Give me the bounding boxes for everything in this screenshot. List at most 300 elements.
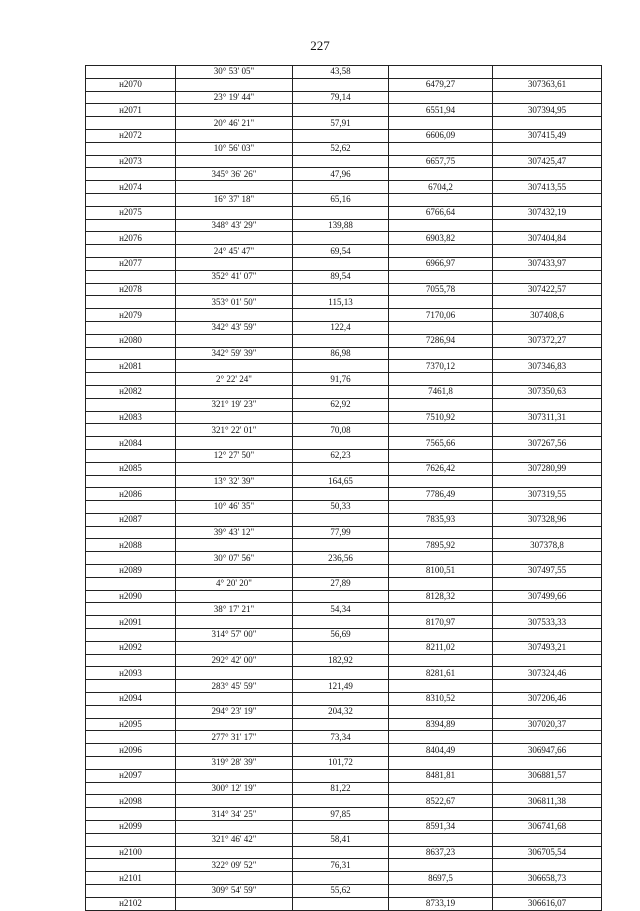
- x-coordinate-cell: 8394,89: [389, 718, 493, 731]
- table-row: [86, 667, 602, 680]
- table-row: [86, 155, 602, 168]
- table-row: [86, 744, 602, 757]
- direction-angle-cell: [176, 104, 293, 117]
- distance-cell: 56,69: [293, 629, 389, 642]
- point-name-cell: н2094: [86, 693, 176, 706]
- distance-cell: [293, 309, 389, 322]
- x-coordinate-cell: [389, 270, 493, 283]
- x-coordinate-cell: [389, 654, 493, 667]
- distance-cell: [293, 565, 389, 578]
- x-coordinate-cell: [389, 373, 493, 386]
- table-row: [86, 181, 602, 194]
- direction-angle-cell: [176, 641, 293, 654]
- y-coordinate-cell: 307350,63: [493, 385, 602, 398]
- distance-cell: [293, 590, 389, 603]
- direction-angle-cell: 348° 43' 29": [176, 219, 293, 232]
- x-coordinate-cell: [389, 321, 493, 334]
- x-coordinate-cell: [389, 475, 493, 488]
- point-name-cell: н2096: [86, 744, 176, 757]
- distance-cell: [293, 283, 389, 296]
- distance-cell: 55,62: [293, 885, 389, 898]
- direction-angle-cell: [176, 693, 293, 706]
- distance-cell: [293, 846, 389, 859]
- y-coordinate-cell: [493, 833, 602, 846]
- direction-angle-cell: [176, 360, 293, 373]
- direction-angle-cell: 352° 41' 07": [176, 270, 293, 283]
- point-name-cell: н2080: [86, 334, 176, 347]
- y-coordinate-cell: 306616,07: [493, 897, 602, 910]
- y-coordinate-cell: 307319,55: [493, 488, 602, 501]
- point-name-cell: [86, 245, 176, 258]
- y-coordinate-cell: 306658,73: [493, 872, 602, 885]
- table-row: [86, 270, 602, 283]
- direction-angle-cell: 321° 22' 01": [176, 424, 293, 437]
- direction-angle-cell: [176, 385, 293, 398]
- point-name-cell: н2076: [86, 232, 176, 245]
- x-coordinate-cell: [389, 526, 493, 539]
- x-coordinate-cell: 7626,42: [389, 462, 493, 475]
- y-coordinate-cell: 307408,6: [493, 309, 602, 322]
- point-name-cell: н2097: [86, 769, 176, 782]
- x-coordinate-cell: 6657,75: [389, 155, 493, 168]
- table-row: [86, 718, 602, 731]
- distance-cell: 86,98: [293, 347, 389, 360]
- direction-angle-cell: 309° 54' 59": [176, 885, 293, 898]
- point-name-cell: [86, 859, 176, 872]
- distance-cell: [293, 462, 389, 475]
- point-name-cell: [86, 398, 176, 411]
- distance-cell: 91,76: [293, 373, 389, 386]
- distance-cell: [293, 872, 389, 885]
- table-row: [86, 859, 602, 872]
- direction-angle-cell: 300° 12' 19": [176, 782, 293, 795]
- table-row: [86, 782, 602, 795]
- table-row: [86, 117, 602, 130]
- direction-angle-cell: [176, 232, 293, 245]
- y-coordinate-cell: 306947,66: [493, 744, 602, 757]
- table-row: [86, 398, 602, 411]
- x-coordinate-cell: [389, 449, 493, 462]
- table-row: [86, 846, 602, 859]
- x-coordinate-cell: 7370,12: [389, 360, 493, 373]
- table-row: [86, 104, 602, 117]
- x-coordinate-cell: 7895,92: [389, 539, 493, 552]
- direction-angle-cell: 30° 07' 56": [176, 552, 293, 565]
- point-name-cell: [86, 117, 176, 130]
- direction-angle-cell: 321° 46' 42": [176, 833, 293, 846]
- table-row: [86, 693, 602, 706]
- x-coordinate-cell: [389, 245, 493, 258]
- x-coordinate-cell: 8637,23: [389, 846, 493, 859]
- point-name-cell: [86, 757, 176, 770]
- point-name-cell: н2072: [86, 129, 176, 142]
- point-name-cell: н2077: [86, 257, 176, 270]
- y-coordinate-cell: 307404,84: [493, 232, 602, 245]
- table-row: [86, 872, 602, 885]
- y-coordinate-cell: 306705,54: [493, 846, 602, 859]
- x-coordinate-cell: [389, 833, 493, 846]
- point-name-cell: [86, 782, 176, 795]
- x-coordinate-cell: [389, 117, 493, 130]
- distance-cell: [293, 232, 389, 245]
- y-coordinate-cell: 306811,38: [493, 795, 602, 808]
- x-coordinate-cell: [389, 142, 493, 155]
- x-coordinate-cell: [389, 501, 493, 514]
- x-coordinate-cell: 7286,94: [389, 334, 493, 347]
- distance-cell: [293, 718, 389, 731]
- distance-cell: 139,88: [293, 219, 389, 232]
- direction-angle-cell: [176, 257, 293, 270]
- point-name-cell: [86, 680, 176, 693]
- x-coordinate-cell: 8591,34: [389, 821, 493, 834]
- direction-angle-cell: 10° 56' 03": [176, 142, 293, 155]
- distance-cell: 54,34: [293, 603, 389, 616]
- point-name-cell: н2093: [86, 667, 176, 680]
- x-coordinate-cell: [389, 219, 493, 232]
- distance-cell: [293, 488, 389, 501]
- point-name-cell: [86, 577, 176, 590]
- x-coordinate-cell: [389, 603, 493, 616]
- x-coordinate-cell: 7786,49: [389, 488, 493, 501]
- x-coordinate-cell: 8128,32: [389, 590, 493, 603]
- direction-angle-cell: [176, 821, 293, 834]
- direction-angle-cell: 24° 45' 47": [176, 245, 293, 258]
- x-coordinate-cell: [389, 731, 493, 744]
- x-coordinate-cell: 8404,49: [389, 744, 493, 757]
- point-name-cell: [86, 526, 176, 539]
- point-name-cell: н2099: [86, 821, 176, 834]
- point-name-cell: н2086: [86, 488, 176, 501]
- table-row: [86, 769, 602, 782]
- direction-angle-cell: 2° 22' 24": [176, 373, 293, 386]
- distance-cell: 27,89: [293, 577, 389, 590]
- distance-cell: [293, 360, 389, 373]
- y-coordinate-cell: 306881,57: [493, 769, 602, 782]
- distance-cell: [293, 667, 389, 680]
- y-coordinate-cell: 307372,27: [493, 334, 602, 347]
- y-coordinate-cell: [493, 859, 602, 872]
- table-row: [86, 488, 602, 501]
- table-row: [86, 629, 602, 642]
- y-coordinate-cell: 307346,83: [493, 360, 602, 373]
- distance-cell: [293, 411, 389, 424]
- point-name-cell: [86, 142, 176, 155]
- table-row: [86, 603, 602, 616]
- y-coordinate-cell: [493, 501, 602, 514]
- x-coordinate-cell: 6704,2: [389, 181, 493, 194]
- y-coordinate-cell: [493, 270, 602, 283]
- point-name-cell: [86, 833, 176, 846]
- x-coordinate-cell: 6551,94: [389, 104, 493, 117]
- y-coordinate-cell: [493, 117, 602, 130]
- direction-angle-cell: [176, 129, 293, 142]
- point-name-cell: н2073: [86, 155, 176, 168]
- distance-cell: [293, 744, 389, 757]
- point-name-cell: н2089: [86, 565, 176, 578]
- direction-angle-cell: 10° 46' 35": [176, 501, 293, 514]
- direction-angle-cell: [176, 437, 293, 450]
- direction-angle-cell: 319° 28' 39": [176, 757, 293, 770]
- distance-cell: 52,62: [293, 142, 389, 155]
- x-coordinate-cell: 8733,19: [389, 897, 493, 910]
- y-coordinate-cell: 307432,19: [493, 206, 602, 219]
- direction-angle-cell: [176, 488, 293, 501]
- distance-cell: 97,85: [293, 808, 389, 821]
- point-name-cell: н2087: [86, 513, 176, 526]
- y-coordinate-cell: 307020,37: [493, 718, 602, 731]
- y-coordinate-cell: [493, 526, 602, 539]
- y-coordinate-cell: [493, 680, 602, 693]
- y-coordinate-cell: [493, 449, 602, 462]
- y-coordinate-cell: 307413,55: [493, 181, 602, 194]
- distance-cell: [293, 641, 389, 654]
- x-coordinate-cell: 7170,06: [389, 309, 493, 322]
- x-coordinate-cell: [389, 193, 493, 206]
- table-row: [86, 833, 602, 846]
- distance-cell: [293, 206, 389, 219]
- point-name-cell: н2085: [86, 462, 176, 475]
- direction-angle-cell: 345° 36' 26": [176, 168, 293, 181]
- table-row: [86, 526, 602, 539]
- table-row: [86, 360, 602, 373]
- point-name-cell: [86, 168, 176, 181]
- table-row: [86, 513, 602, 526]
- table-row: [86, 219, 602, 232]
- point-name-cell: н2074: [86, 181, 176, 194]
- table-row: [86, 373, 602, 386]
- y-coordinate-cell: 307394,95: [493, 104, 602, 117]
- distance-cell: [293, 78, 389, 91]
- point-name-cell: н2092: [86, 641, 176, 654]
- point-name-cell: [86, 373, 176, 386]
- table-row: [86, 206, 602, 219]
- table-row: [86, 232, 602, 245]
- point-name-cell: н2100: [86, 846, 176, 859]
- x-coordinate-cell: 6966,97: [389, 257, 493, 270]
- distance-cell: 58,41: [293, 833, 389, 846]
- y-coordinate-cell: 307425,47: [493, 155, 602, 168]
- point-name-cell: н2091: [86, 616, 176, 629]
- point-name-cell: [86, 296, 176, 309]
- point-name-cell: [86, 219, 176, 232]
- point-name-cell: н2070: [86, 78, 176, 91]
- x-coordinate-cell: [389, 552, 493, 565]
- x-coordinate-cell: 8211,02: [389, 641, 493, 654]
- direction-angle-cell: [176, 590, 293, 603]
- direction-angle-cell: [176, 155, 293, 168]
- direction-angle-cell: [176, 309, 293, 322]
- y-coordinate-cell: [493, 603, 602, 616]
- table-row: [86, 577, 602, 590]
- point-name-cell: н2071: [86, 104, 176, 117]
- direction-angle-cell: [176, 283, 293, 296]
- table-row: [86, 731, 602, 744]
- direction-angle-cell: 314° 34' 25": [176, 808, 293, 821]
- point-name-cell: н2095: [86, 718, 176, 731]
- point-name-cell: [86, 603, 176, 616]
- direction-angle-cell: [176, 181, 293, 194]
- direction-angle-cell: 4° 20' 20": [176, 577, 293, 590]
- direction-angle-cell: 277° 31' 17": [176, 731, 293, 744]
- table-row: [86, 590, 602, 603]
- y-coordinate-cell: [493, 142, 602, 155]
- point-name-cell: [86, 731, 176, 744]
- table-row: [86, 385, 602, 398]
- table-row: [86, 411, 602, 424]
- distance-cell: 43,58: [293, 66, 389, 79]
- y-coordinate-cell: 307363,61: [493, 78, 602, 91]
- x-coordinate-cell: 8697,5: [389, 872, 493, 885]
- point-name-cell: н2075: [86, 206, 176, 219]
- x-coordinate-cell: 7461,8: [389, 385, 493, 398]
- x-coordinate-cell: [389, 757, 493, 770]
- distance-cell: 115,13: [293, 296, 389, 309]
- page-number: 227: [310, 38, 330, 53]
- y-coordinate-cell: [493, 91, 602, 104]
- table-row: [86, 91, 602, 104]
- x-coordinate-cell: 8100,51: [389, 565, 493, 578]
- direction-angle-cell: [176, 334, 293, 347]
- point-name-cell: н2078: [86, 283, 176, 296]
- x-coordinate-cell: [389, 66, 493, 79]
- point-name-cell: [86, 270, 176, 283]
- distance-cell: 62,23: [293, 449, 389, 462]
- x-coordinate-cell: [389, 168, 493, 181]
- distance-cell: 47,96: [293, 168, 389, 181]
- distance-cell: 62,92: [293, 398, 389, 411]
- y-coordinate-cell: [493, 321, 602, 334]
- x-coordinate-cell: [389, 859, 493, 872]
- table-row: [86, 680, 602, 693]
- direction-angle-cell: 342° 59' 39": [176, 347, 293, 360]
- y-coordinate-cell: [493, 705, 602, 718]
- y-coordinate-cell: [493, 577, 602, 590]
- direction-angle-cell: [176, 539, 293, 552]
- direction-angle-cell: 39° 43' 12": [176, 526, 293, 539]
- direction-angle-cell: [176, 616, 293, 629]
- x-coordinate-cell: 7510,92: [389, 411, 493, 424]
- distance-cell: [293, 181, 389, 194]
- x-coordinate-cell: 8310,52: [389, 693, 493, 706]
- y-coordinate-cell: [493, 808, 602, 821]
- x-coordinate-cell: [389, 782, 493, 795]
- distance-cell: [293, 257, 389, 270]
- direction-angle-cell: 294° 23' 19": [176, 705, 293, 718]
- table-row: [86, 539, 602, 552]
- y-coordinate-cell: [493, 347, 602, 360]
- point-name-cell: [86, 449, 176, 462]
- distance-cell: 236,56: [293, 552, 389, 565]
- direction-angle-cell: 322° 09' 52": [176, 859, 293, 872]
- table-row: [86, 501, 602, 514]
- direction-angle-cell: 12° 27' 50": [176, 449, 293, 462]
- y-coordinate-cell: [493, 296, 602, 309]
- distance-cell: 81,22: [293, 782, 389, 795]
- distance-cell: [293, 155, 389, 168]
- table-row: [86, 552, 602, 565]
- table-row: [86, 616, 602, 629]
- distance-cell: [293, 104, 389, 117]
- y-coordinate-cell: [493, 731, 602, 744]
- point-name-cell: [86, 321, 176, 334]
- direction-angle-cell: [176, 411, 293, 424]
- direction-angle-cell: 13° 32' 39": [176, 475, 293, 488]
- y-coordinate-cell: [493, 424, 602, 437]
- y-coordinate-cell: [493, 398, 602, 411]
- point-name-cell: [86, 808, 176, 821]
- x-coordinate-cell: 7565,66: [389, 437, 493, 450]
- point-name-cell: н2081: [86, 360, 176, 373]
- y-coordinate-cell: 307324,46: [493, 667, 602, 680]
- y-coordinate-cell: [493, 219, 602, 232]
- y-coordinate-cell: [493, 168, 602, 181]
- x-coordinate-cell: [389, 577, 493, 590]
- table-row: [86, 142, 602, 155]
- y-coordinate-cell: [493, 373, 602, 386]
- direction-angle-cell: [176, 846, 293, 859]
- distance-cell: 164,65: [293, 475, 389, 488]
- distance-cell: 65,16: [293, 193, 389, 206]
- distance-cell: 73,34: [293, 731, 389, 744]
- distance-cell: [293, 795, 389, 808]
- y-coordinate-cell: 307206,46: [493, 693, 602, 706]
- coordinates-table-body: [86, 66, 602, 911]
- table-row: [86, 795, 602, 808]
- point-name-cell: [86, 475, 176, 488]
- distance-cell: [293, 334, 389, 347]
- x-coordinate-cell: 6479,27: [389, 78, 493, 91]
- y-coordinate-cell: 307328,96: [493, 513, 602, 526]
- y-coordinate-cell: 307493,21: [493, 641, 602, 654]
- table-row: [86, 334, 602, 347]
- x-coordinate-cell: [389, 424, 493, 437]
- table-row: [86, 705, 602, 718]
- y-coordinate-cell: [493, 654, 602, 667]
- x-coordinate-cell: [389, 347, 493, 360]
- y-coordinate-cell: [493, 629, 602, 642]
- direction-angle-cell: 314° 57' 00": [176, 629, 293, 642]
- table-row: [86, 424, 602, 437]
- direction-angle-cell: [176, 206, 293, 219]
- distance-cell: 182,92: [293, 654, 389, 667]
- distance-cell: [293, 821, 389, 834]
- direction-angle-cell: [176, 718, 293, 731]
- distance-cell: [293, 129, 389, 142]
- table-row: [86, 897, 602, 910]
- table-row: [86, 168, 602, 181]
- point-name-cell: [86, 654, 176, 667]
- distance-cell: [293, 897, 389, 910]
- table-row: [86, 821, 602, 834]
- direction-angle-cell: 321° 19' 23": [176, 398, 293, 411]
- point-name-cell: н2102: [86, 897, 176, 910]
- y-coordinate-cell: 306741,68: [493, 821, 602, 834]
- point-name-cell: н2083: [86, 411, 176, 424]
- direction-angle-cell: 38° 17' 21": [176, 603, 293, 616]
- distance-cell: [293, 616, 389, 629]
- x-coordinate-cell: 8170,97: [389, 616, 493, 629]
- x-coordinate-cell: [389, 398, 493, 411]
- direction-angle-cell: 16° 37' 18": [176, 193, 293, 206]
- y-coordinate-cell: [493, 552, 602, 565]
- y-coordinate-cell: [493, 885, 602, 898]
- x-coordinate-cell: [389, 629, 493, 642]
- table-row: [86, 296, 602, 309]
- distance-cell: [293, 693, 389, 706]
- y-coordinate-cell: 307533,33: [493, 616, 602, 629]
- distance-cell: 70,08: [293, 424, 389, 437]
- point-name-cell: [86, 91, 176, 104]
